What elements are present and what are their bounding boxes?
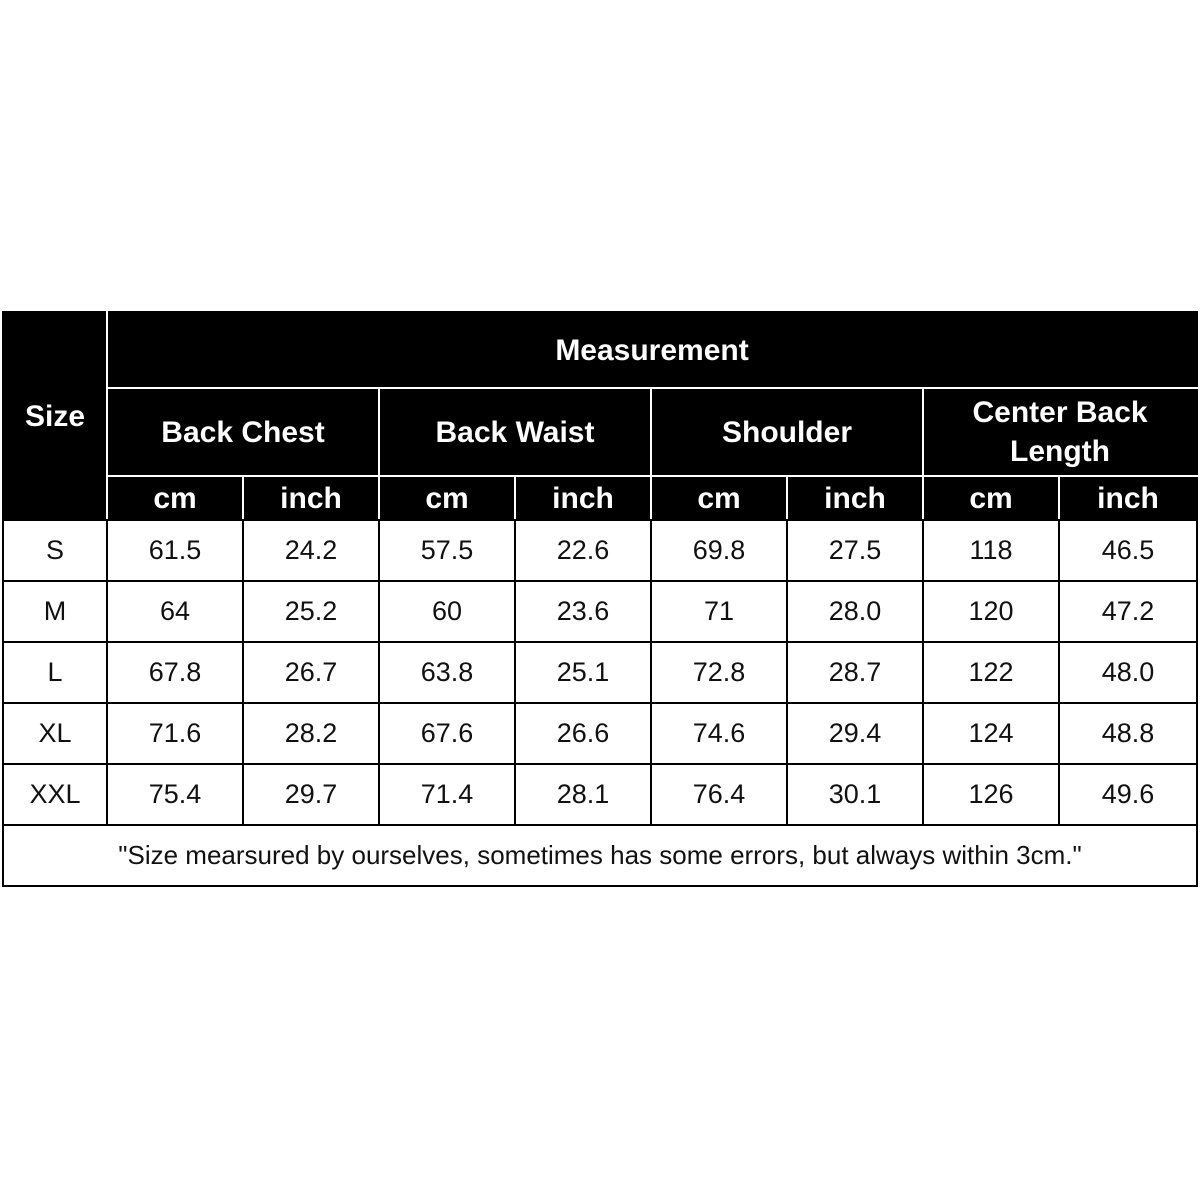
value-cell: 61.5 <box>107 520 243 581</box>
value-cell: 69.8 <box>651 520 787 581</box>
value-cell: 29.4 <box>787 703 923 764</box>
value-cell: 26.7 <box>243 642 379 703</box>
table-row <box>3 642 1197 703</box>
value-cell: 120 <box>923 581 1059 642</box>
value-cell: 25.2 <box>243 581 379 642</box>
value-cell: 26.6 <box>515 703 651 764</box>
value-cell: 23.6 <box>515 581 651 642</box>
value-cell: 48.0 <box>1059 642 1197 703</box>
value-cell: 29.7 <box>243 764 379 825</box>
value-cell: 48.8 <box>1059 703 1197 764</box>
value-cell: 71.4 <box>379 764 515 825</box>
value-cell: 30.1 <box>787 764 923 825</box>
value-cell: 71 <box>651 581 787 642</box>
group-header-back-chest: Back Chest <box>107 388 379 476</box>
value-cell: 75.4 <box>107 764 243 825</box>
value-cell: 64 <box>107 581 243 642</box>
value-cell: 72.8 <box>651 642 787 703</box>
measurement-header: Measurement <box>107 312 1197 388</box>
size-cell: M <box>3 581 107 642</box>
value-cell: 118 <box>923 520 1059 581</box>
value-cell: 71.6 <box>107 703 243 764</box>
table-row <box>3 581 1197 642</box>
value-cell: 63.8 <box>379 642 515 703</box>
unit-header-inch: inch <box>515 476 651 520</box>
value-cell: 74.6 <box>651 703 787 764</box>
value-cell: 67.8 <box>107 642 243 703</box>
size-cell: S <box>3 520 107 581</box>
unit-header-cm: cm <box>651 476 787 520</box>
value-cell: 46.5 <box>1059 520 1197 581</box>
value-cell: 122 <box>923 642 1059 703</box>
size-chart-table <box>2 311 1198 887</box>
unit-header-cm: cm <box>107 476 243 520</box>
value-cell: 49.6 <box>1059 764 1197 825</box>
size-cell: XXL <box>3 764 107 825</box>
value-cell: 24.2 <box>243 520 379 581</box>
value-cell: 60 <box>379 581 515 642</box>
size-header: Size <box>3 312 107 520</box>
size-note: "Size mearsured by ourselves, sometimes has some errors, but always within 3cm." <box>3 825 1197 886</box>
value-cell: 28.1 <box>515 764 651 825</box>
table-row <box>3 703 1197 764</box>
unit-header-cm: cm <box>923 476 1059 520</box>
value-cell: 126 <box>923 764 1059 825</box>
size-cell: XL <box>3 703 107 764</box>
size-cell: L <box>3 642 107 703</box>
value-cell: 22.6 <box>515 520 651 581</box>
value-cell: 67.6 <box>379 703 515 764</box>
unit-header-inch: inch <box>1059 476 1197 520</box>
group-header-center-back-length: Center Back Length <box>923 388 1197 476</box>
table-row <box>3 764 1197 825</box>
group-header-back-waist: Back Waist <box>379 388 651 476</box>
unit-header-inch: inch <box>243 476 379 520</box>
table-row <box>3 520 1197 581</box>
value-cell: 28.7 <box>787 642 923 703</box>
value-cell: 76.4 <box>651 764 787 825</box>
unit-header-inch: inch <box>787 476 923 520</box>
value-cell: 28.0 <box>787 581 923 642</box>
value-cell: 25.1 <box>515 642 651 703</box>
value-cell: 47.2 <box>1059 581 1197 642</box>
group-header-shoulder: Shoulder <box>651 388 923 476</box>
value-cell: 57.5 <box>379 520 515 581</box>
value-cell: 124 <box>923 703 1059 764</box>
value-cell: 28.2 <box>243 703 379 764</box>
value-cell: 27.5 <box>787 520 923 581</box>
unit-header-cm: cm <box>379 476 515 520</box>
